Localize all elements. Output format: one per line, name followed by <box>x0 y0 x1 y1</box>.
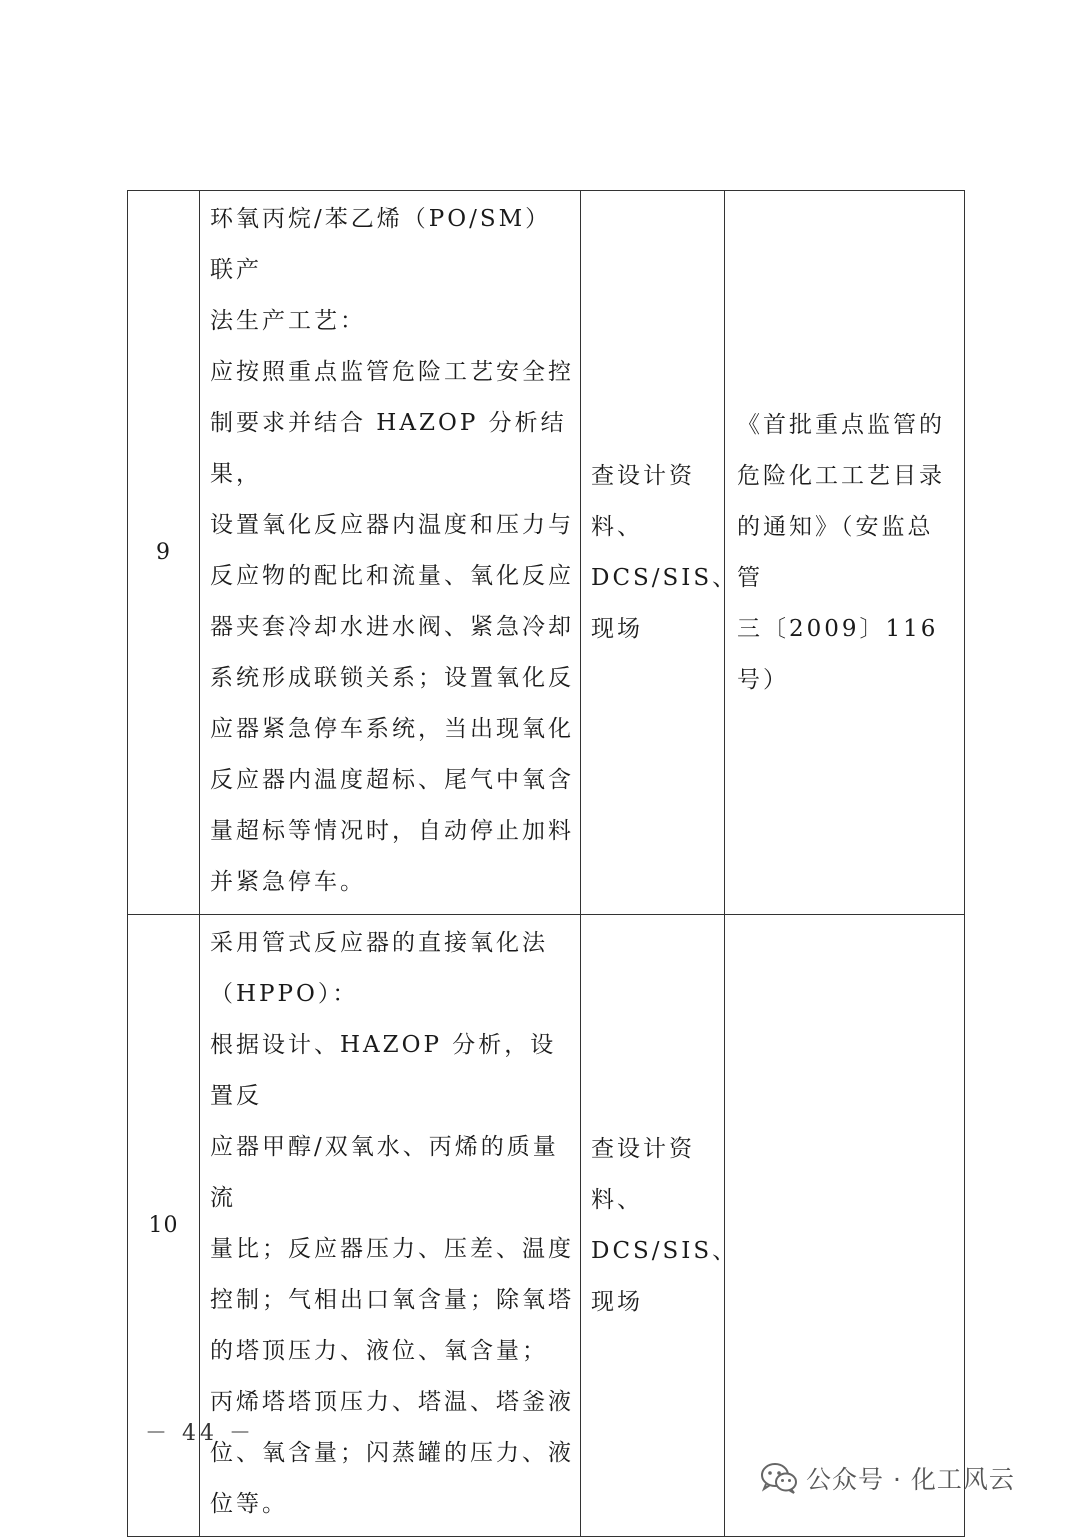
method-text: 查设计资 料、 DCS/SIS、 现场 <box>591 1135 739 1315</box>
watermark-text: 公众号 · 化工风云 <box>806 1465 1015 1494</box>
requirement-cell <box>200 915 581 1537</box>
page-number: － 44 － <box>145 1421 255 1446</box>
table-row <box>128 191 965 915</box>
basis-cell <box>725 191 965 915</box>
wechat-icon <box>760 1462 798 1494</box>
watermark <box>760 1460 1015 1496</box>
row-number: 10 <box>128 915 200 1537</box>
method-text: 查设计资 料、 DCS/SIS、 现场 <box>591 462 739 642</box>
requirement-cell <box>200 191 581 915</box>
basis-text: 《首批重点监管的 危险化工工艺目录 的通知》（安监总管 三〔2009〕116 号） <box>737 411 945 693</box>
basis-cell <box>725 915 965 1537</box>
method-cell <box>581 191 739 915</box>
inspection-table <box>127 190 965 1537</box>
method-cell <box>581 915 739 1537</box>
requirement-text: 采用管式反应器的直接氧化法 （HPPO）： 根据设计、HAZOP 分析，设置反 应器甲醇/双氧水、丙烯的质量流 量比；反应器压力、压差、温度 控制；气相出口氧含量；除氧塔 的塔顶压力、液位、氧含量； 丙烯塔塔顶压力、塔温、塔釜液 位、氧含量；闪蒸罐的压力、液 位等。 <box>210 930 574 1517</box>
requirement-text: 环氧丙烷/苯乙烯（PO/SM）联产 法生产工艺： 应按照重点监管危险工艺安全控 制要求并结合 HAZOP 分析结果， 设置氧化反应器内温度和压力与 反应物的配比和流量、氧化反应 器夹套冷却水进水阀、紧急冷却 系统形成联锁关系；设置氧化反 应器紧急停车系统，当出现氧化 反应器内温度超标、尾气中氧含 量超标等情况时，自动停止加料 并紧急停车。 <box>210 206 574 895</box>
row-number: 9 <box>128 191 200 915</box>
